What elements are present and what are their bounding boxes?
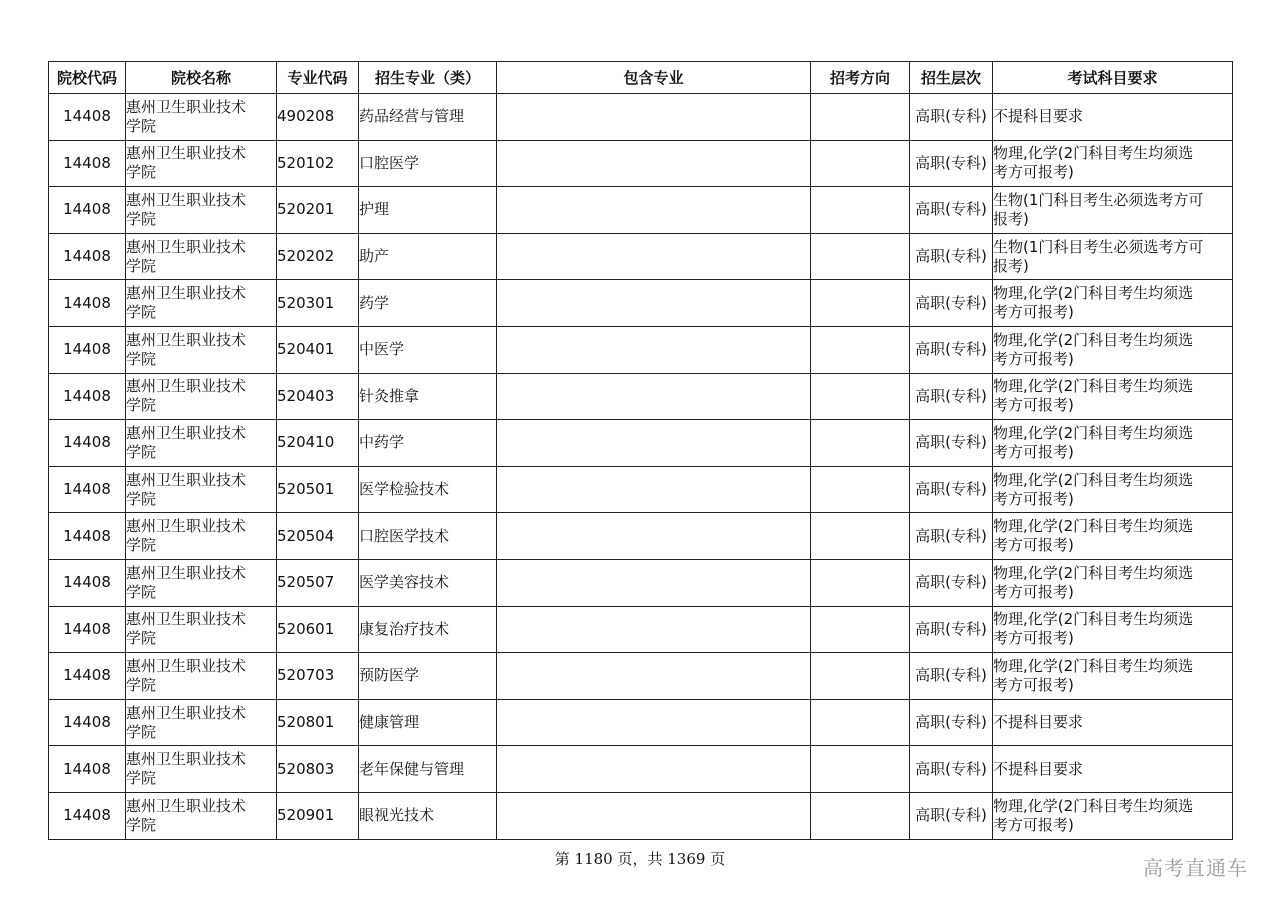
table-header-row (49, 62, 1233, 94)
cell-school-code: 14408 (49, 420, 126, 467)
cell-major: 医学美容技术 (359, 559, 497, 606)
table-body (49, 94, 1233, 840)
table-row (49, 513, 1233, 560)
cell-requirements: 不提科目要求 (993, 699, 1233, 746)
cell-major-code: 490208 (277, 94, 359, 141)
cell-level: 高职(专科) (910, 746, 993, 793)
cell-includes (497, 466, 811, 513)
cell-school-code: 14408 (49, 559, 126, 606)
cell-direction (811, 326, 910, 373)
cell-major-code: 520801 (277, 699, 359, 746)
cell-level: 高职(专科) (910, 140, 993, 187)
cell-direction (811, 699, 910, 746)
cell-requirements: 物理,化学(2门科目考生均须选 考方可报考) (993, 420, 1233, 467)
cell-requirements: 生物(1门科目考生必须选考方可 报考) (993, 233, 1233, 280)
header-includes: 包含专业 (497, 62, 811, 94)
cell-level: 高职(专科) (910, 233, 993, 280)
cell-includes (497, 513, 811, 560)
cell-level: 高职(专科) (910, 513, 993, 560)
cell-includes (497, 559, 811, 606)
page-footer: 第 1180 页，共 1369 页 (554, 850, 726, 868)
cell-major: 康复治疗技术 (359, 606, 497, 653)
cell-school-name: 惠州卫生职业技术 学院 (126, 653, 277, 700)
cell-major-code: 520401 (277, 326, 359, 373)
cell-includes (497, 420, 811, 467)
cell-direction (811, 140, 910, 187)
header-major-code: 专业代码 (277, 62, 359, 94)
cell-level: 高职(专科) (910, 326, 993, 373)
table-row (49, 606, 1233, 653)
table-row (49, 94, 1233, 141)
cell-requirements: 物理,化学(2门科目考生均须选 考方可报考) (993, 373, 1233, 420)
cell-includes (497, 187, 811, 234)
cell-requirements: 物理,化学(2门科目考生均须选 考方可报考) (993, 606, 1233, 653)
cell-includes (497, 746, 811, 793)
cell-level: 高职(专科) (910, 187, 993, 234)
table-row (49, 746, 1233, 793)
cell-school-name: 惠州卫生职业技术 学院 (126, 466, 277, 513)
cell-direction (811, 746, 910, 793)
cell-school-name: 惠州卫生职业技术 学院 (126, 187, 277, 234)
cell-major: 口腔医学技术 (359, 513, 497, 560)
cell-direction (811, 606, 910, 653)
header-school-name: 院校名称 (126, 62, 277, 94)
table-row (49, 187, 1233, 234)
cell-level: 高职(专科) (910, 94, 993, 141)
cell-direction (811, 280, 910, 327)
header-level: 招生层次 (910, 62, 993, 94)
cell-includes (497, 326, 811, 373)
cell-major-code: 520202 (277, 233, 359, 280)
table-row (49, 699, 1233, 746)
cell-level: 高职(专科) (910, 373, 993, 420)
cell-school-code: 14408 (49, 233, 126, 280)
cell-school-name: 惠州卫生职业技术 学院 (126, 94, 277, 141)
cell-school-name: 惠州卫生职业技术 学院 (126, 746, 277, 793)
cell-requirements: 物理,化学(2门科目考生均须选 考方可报考) (993, 326, 1233, 373)
cell-school-name: 惠州卫生职业技术 学院 (126, 140, 277, 187)
cell-school-code: 14408 (49, 653, 126, 700)
table-row (49, 326, 1233, 373)
cell-direction (811, 373, 910, 420)
cell-requirements: 物理,化学(2门科目考生均须选 考方可报考) (993, 280, 1233, 327)
cell-school-name: 惠州卫生职业技术 学院 (126, 373, 277, 420)
cell-requirements: 物理,化学(2门科目考生均须选 考方可报考) (993, 466, 1233, 513)
cell-major: 中医学 (359, 326, 497, 373)
cell-requirements: 生物(1门科目考生必须选考方可 报考) (993, 187, 1233, 234)
cell-direction (811, 653, 910, 700)
watermark: 高考直通车 (1143, 856, 1248, 880)
cell-school-code: 14408 (49, 187, 126, 234)
cell-level: 高职(专科) (910, 606, 993, 653)
cell-includes (497, 373, 811, 420)
cell-direction (811, 94, 910, 141)
header-requirements: 考试科目要求 (993, 62, 1233, 94)
cell-direction (811, 466, 910, 513)
cell-school-code: 14408 (49, 140, 126, 187)
cell-school-name: 惠州卫生职业技术 学院 (126, 513, 277, 560)
cell-school-name: 惠州卫生职业技术 学院 (126, 233, 277, 280)
table-row (49, 559, 1233, 606)
table-row (49, 140, 1233, 187)
cell-school-code: 14408 (49, 513, 126, 560)
cell-school-name: 惠州卫生职业技术 学院 (126, 280, 277, 327)
cell-major: 眼视光技术 (359, 792, 497, 839)
cell-major: 医学检验技术 (359, 466, 497, 513)
cell-school-name: 惠州卫生职业技术 学院 (126, 420, 277, 467)
cell-school-name: 惠州卫生职业技术 学院 (126, 792, 277, 839)
cell-school-code: 14408 (49, 326, 126, 373)
cell-major: 护理 (359, 187, 497, 234)
cell-major: 药学 (359, 280, 497, 327)
cell-direction (811, 559, 910, 606)
cell-major-code: 520703 (277, 653, 359, 700)
cell-requirements: 物理,化学(2门科目考生均须选 考方可报考) (993, 513, 1233, 560)
cell-includes (497, 606, 811, 653)
cell-major-code: 520601 (277, 606, 359, 653)
cell-level: 高职(专科) (910, 559, 993, 606)
cell-direction (811, 792, 910, 839)
cell-school-name: 惠州卫生职业技术 学院 (126, 559, 277, 606)
cell-major-code: 520301 (277, 280, 359, 327)
cell-major-code: 520102 (277, 140, 359, 187)
table-row (49, 373, 1233, 420)
cell-school-code: 14408 (49, 699, 126, 746)
cell-school-name: 惠州卫生职业技术 学院 (126, 606, 277, 653)
table-row (49, 233, 1233, 280)
header-major: 招生专业（类） (359, 62, 497, 94)
cell-includes (497, 280, 811, 327)
cell-direction (811, 233, 910, 280)
cell-includes (497, 792, 811, 839)
table-row (49, 653, 1233, 700)
table-row (49, 466, 1233, 513)
cell-requirements: 物理,化学(2门科目考生均须选 考方可报考) (993, 653, 1233, 700)
cell-major-code: 520803 (277, 746, 359, 793)
cell-includes (497, 653, 811, 700)
cell-includes (497, 94, 811, 141)
cell-includes (497, 699, 811, 746)
cell-level: 高职(专科) (910, 792, 993, 839)
cell-school-code: 14408 (49, 466, 126, 513)
cell-requirements: 物理,化学(2门科目考生均须选 考方可报考) (993, 792, 1233, 839)
cell-school-code: 14408 (49, 373, 126, 420)
header-direction: 招考方向 (811, 62, 910, 94)
cell-major-code: 520901 (277, 792, 359, 839)
cell-major: 中药学 (359, 420, 497, 467)
header-school-code: 院校代码 (49, 62, 126, 94)
cell-level: 高职(专科) (910, 699, 993, 746)
cell-level: 高职(专科) (910, 653, 993, 700)
cell-school-name: 惠州卫生职业技术 学院 (126, 326, 277, 373)
cell-major: 针灸推拿 (359, 373, 497, 420)
cell-requirements: 不提科目要求 (993, 746, 1233, 793)
cell-level: 高职(专科) (910, 466, 993, 513)
table-row (49, 280, 1233, 327)
cell-major-code: 520201 (277, 187, 359, 234)
cell-requirements: 物理,化学(2门科目考生均须选 考方可报考) (993, 140, 1233, 187)
admissions-table (48, 61, 1233, 840)
cell-school-code: 14408 (49, 94, 126, 141)
cell-major-code: 520403 (277, 373, 359, 420)
cell-major: 预防医学 (359, 653, 497, 700)
cell-requirements: 不提科目要求 (993, 94, 1233, 141)
cell-major: 健康管理 (359, 699, 497, 746)
cell-school-name: 惠州卫生职业技术 学院 (126, 699, 277, 746)
cell-major-code: 520410 (277, 420, 359, 467)
cell-school-code: 14408 (49, 792, 126, 839)
cell-major: 口腔医学 (359, 140, 497, 187)
cell-requirements: 物理,化学(2门科目考生均须选 考方可报考) (993, 559, 1233, 606)
cell-school-code: 14408 (49, 606, 126, 653)
table-row (49, 420, 1233, 467)
cell-level: 高职(专科) (910, 420, 993, 467)
cell-major-code: 520507 (277, 559, 359, 606)
cell-major: 老年保健与管理 (359, 746, 497, 793)
table-row (49, 792, 1233, 839)
cell-direction (811, 420, 910, 467)
cell-major-code: 520501 (277, 466, 359, 513)
cell-direction (811, 513, 910, 560)
cell-includes (497, 140, 811, 187)
cell-school-code: 14408 (49, 746, 126, 793)
cell-level: 高职(专科) (910, 280, 993, 327)
cell-direction (811, 187, 910, 234)
cell-major: 助产 (359, 233, 497, 280)
cell-major-code: 520504 (277, 513, 359, 560)
cell-school-code: 14408 (49, 280, 126, 327)
cell-includes (497, 233, 811, 280)
cell-major: 药品经营与管理 (359, 94, 497, 141)
